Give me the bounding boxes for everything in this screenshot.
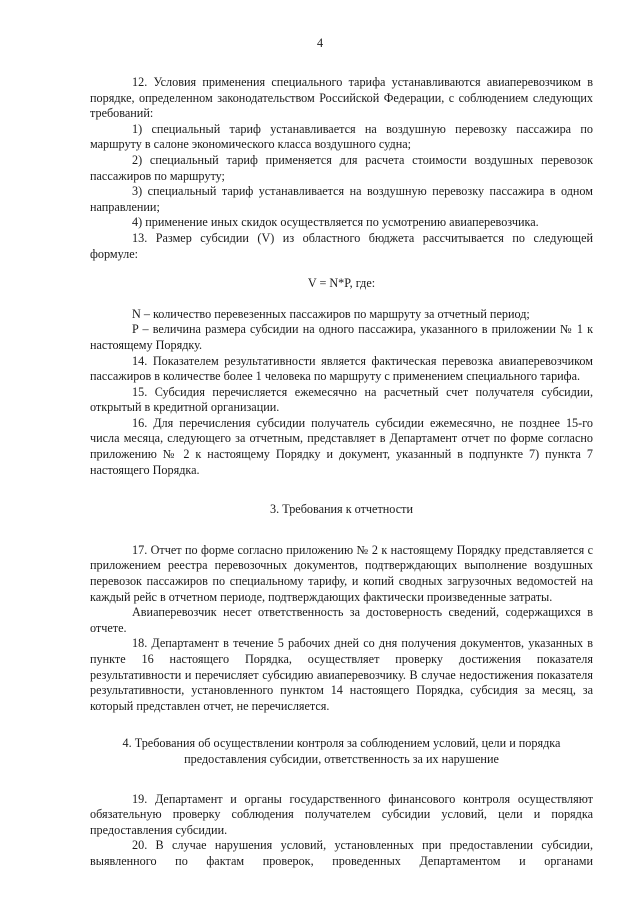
paragraph-13: 13. Размер субсидии (V) из областного бюджета рассчитывается по следующей формуле:: [90, 230, 593, 261]
paragraph-12-item-1: 1) специальный тариф устанавливается на воздушную перевозку пассажира по маршруту в салоне экономического класса воздушного судна;: [90, 121, 593, 152]
paragraph-14: 14. Показателем результативности является фактическая перевозка авиаперевозчиком пассажиров в количестве более 1 человека по маршруту с применением специального тарифа.: [90, 353, 593, 384]
paragraph-17-responsibility: Авиаперевозчик несет ответственность за достоверность сведений, содержащихся в отчете.: [90, 605, 593, 635]
document-body: [90, 75, 593, 870]
paragraph-12-item-3: 3) специальный тариф устанавливается на воздушную перевозку пассажира в одном направлении;: [90, 184, 593, 214]
definition-p: P – величина размера субсидии на одного пассажира, указанного в приложении № 1 к настоящему Порядку.: [90, 322, 593, 352]
section-heading-4-line-1: 4. Требования об осуществлении контроля за соблюдением условий, цели и порядка: [122, 736, 561, 751]
section-heading-4-line-2: предоставления субсидии, ответственность за их нарушение: [184, 751, 499, 766]
paragraph-15: 15. Субсидия перечисляется ежемесячно на расчетный счет получателя субсидии, открытый в кредитной организации.: [90, 384, 593, 415]
paragraph-12-item-4: 4) применение иных скидок осуществляется по усмотрению авиаперевозчика.: [132, 215, 539, 230]
definition-n: N – количество перевезенных пассажиров по маршруту за отчетный период;: [132, 306, 530, 321]
section-heading-3: 3. Требования к отчетности: [270, 502, 413, 517]
paragraph-16: 16. Для перечисления субсидии получатель субсидии ежемесячно, не позднее 15-го числа месяца, следующего за отчетным, представляет в Департамент отчет по форме согласно приложению № 2 к настоящему Порядку и документ, указанный в подпункте 7) пункта 7 настоящего Порядка.: [90, 415, 593, 477]
paragraph-12-item-2: 2) специальный тариф применяется для расчета стоимости воздушных перевозок пассажиров по маршруту;: [90, 152, 593, 183]
section-heading-4: [90, 736, 593, 767]
page-number: 4: [316, 36, 324, 50]
paragraph-17: 17. Отчет по форме согласно приложению № 2 к настоящему Порядку представляется с приложением реестра перевозочных документов, подтверждающих выполнение воздушных перевозок пассажиров по специальному тарифу, и копий сводных загрузочных ведомостей на каждый рейс в отчетном периоде, подтверждающих фактически произведенные затраты.: [90, 542, 593, 604]
formula: V = N*P, где:: [307, 276, 376, 291]
paragraph-12: 12. Условия применения специального тарифа устанавливаются авиаперевозчиком в порядке, определенном законодательством Российской Федерации, с соблюдением следующих требований:: [90, 75, 593, 121]
paragraph-18: 18. Департамент в течение 5 рабочих дней со дня получения документов, указанных в пункте 16 настоящего Порядка, осуществляет проверку достижения показателя результативности и перечисляет субсидию авиаперевозчику. В случае недостижения показателя результативности, установленного пунктом 14 настоящего Порядка, субсидия за месяц, за который представлен отчет, не перечисляется.: [90, 636, 593, 713]
paragraph-19: 19. Департамент и органы государственного финансового контроля осуществляют обязательную проверку соблюдения получателем субсидии условий, цели и порядка предоставления субсидии.: [90, 791, 593, 837]
paragraph-20: 20. В случае нарушения условий, установленных при предоставлении субсидии, выявленного по фактам проверок, проведенных Департаментом и органами: [90, 838, 593, 868]
